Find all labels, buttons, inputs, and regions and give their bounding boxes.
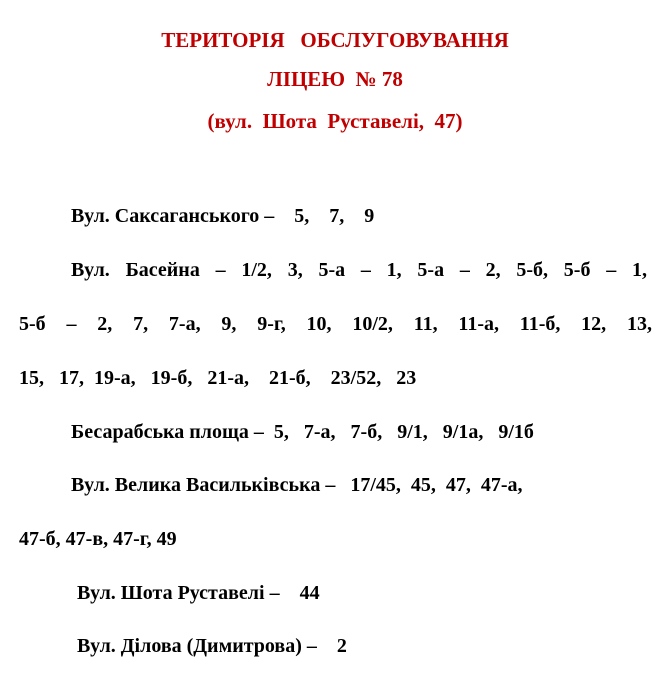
street-velyka-vasylkivska-line1: Вул. Велика Васильківська – 17/45, 45, 47, 47-а, xyxy=(71,474,523,496)
street-baseina-line3: 15, 17, 19-а, 19-б, 21-а, 21-б, 23/52, 23 xyxy=(19,367,417,389)
heading-address: (вул. Шота Руставелі, 47) xyxy=(207,109,463,133)
heading-lyceum: ЛІЦЕЮ № 78 xyxy=(267,67,403,91)
heading-title: ТЕРИТОРІЯ ОБСЛУГОВУВАННЯ xyxy=(161,28,509,52)
street-baseina-line1: Вул. Басейна – 1/2, 3, 5-а – 1, 5-а – 2, 5-б, 5-б – 1, xyxy=(71,259,647,281)
street-shota-rustaveli: Вул. Шота Руставелі – 44 xyxy=(77,582,320,604)
street-dilova: Вул. Ділова (Димитрова) – 2 xyxy=(77,635,347,657)
street-velyka-vasylkivska-line2: 47-б, 47-в, 47-г, 49 xyxy=(19,528,177,550)
street-besarabska: Бесарабська площа – 5, 7-а, 7-б, 9/1, 9/1а, 9/1б xyxy=(71,421,534,443)
street-baseina-line2: 5-б – 2, 7, 7-а, 9, 9-г, 10, 10/2, 11, 11-а, 11-б, 12, 13, xyxy=(19,313,652,335)
street-saksahanskoho: Вул. Саксаганського – 5, 7, 9 xyxy=(71,205,375,227)
